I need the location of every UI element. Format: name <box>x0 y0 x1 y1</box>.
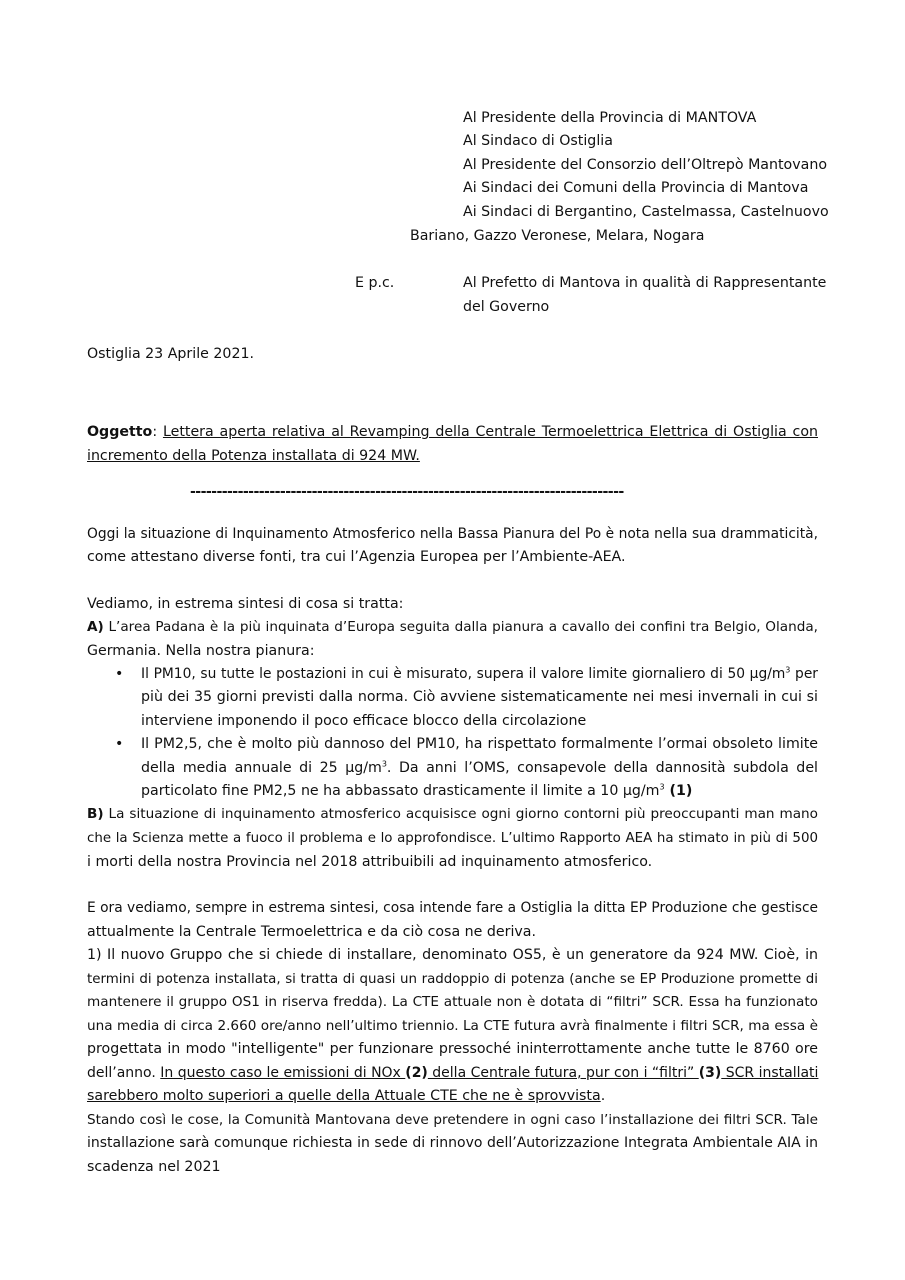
point1-line: termini di potenza installata, si tratta di quasi un raddoppio di potenza (anche se EP Produzione promette di <box>87 972 818 987</box>
separator-line: ---------------------------------------------------------------------------------- <box>190 484 624 500</box>
cc-line: Al Prefetto di Mantova in qualità di Rappresentante <box>463 275 827 291</box>
recipient-line: Ai Sindaci di Bergantino, Castelmassa, Castelnuovo <box>463 204 829 220</box>
cc-line: del Governo <box>463 299 550 315</box>
point1-line: mantenere il gruppo OS1 in riserva fredda). La CTE attuale non è dotata di “filtri” SCR. Essa ha funzionato <box>87 994 818 1010</box>
bullet-line: interviene imponendo il poco efficace blocco della circolazione <box>141 713 587 729</box>
section-b-label: B) <box>87 806 104 822</box>
recipient-line: Al Sindaco di Ostiglia <box>463 133 613 149</box>
footnote-ref: (1) <box>664 783 693 799</box>
section-a-label: A) <box>87 619 104 635</box>
bullet-line: Il PM2,5, che è molto più dannoso del PM10, ha rispettato formalmente l’ormai obsoleto limite <box>141 736 818 752</box>
section-b-line: i morti della nostra Provincia nel 2018 attribuibili ad inquinamento atmosferico. <box>87 854 653 870</box>
paragraph-line: come attestano diverse fonti, tra cui l’Agenzia Europea per l’Ambiente-AEA. <box>87 549 626 565</box>
closing-line: Stando così le cose, la Comunità Mantovana deve pretendere in ogni caso l’installazione dei filtri SCR. Tale <box>87 1112 818 1128</box>
subject-text: Lettera aperta relativa al Revamping della Centrale Termoelettrica Elettrica di Ostiglia con <box>162 424 818 440</box>
section-a-line: Germania. Nella nostra pianura: <box>87 643 315 659</box>
point1-line: sarebbero molto superiori a quelle della Attuale CTE che ne è sprovvista. <box>87 1088 606 1104</box>
recipient-line: Al Presidente della Provincia di MANTOVA <box>463 110 757 126</box>
bullet-line: particolato fine PM2,5 ne ha abbassato drasticamente il limite a 10 $\mu g/m^3$ (1) <box>141 782 693 799</box>
closing-line: scadenza nel 2021 <box>87 1159 221 1175</box>
section-b-line: B) La situazione di inquinamento atmosferico acquisisce ogni giorno contorni più preoccupanti man mano <box>87 806 818 822</box>
point1-line: 1) Il nuovo Gruppo che si chiede di installare, denominato OS5, è un generatore da 924 MW. Cioè, in <box>87 947 818 963</box>
paragraph-line: E ora vediamo, sempre in estrema sintesi, cosa intende fare a Ostiglia la ditta EP Produzione che gestisce <box>87 900 819 916</box>
footnote-ref: (3) <box>698 1065 722 1081</box>
bullet-marker: • <box>115 666 124 682</box>
footnote-ref: (2) <box>405 1065 428 1081</box>
subject-label: Oggetto <box>87 424 153 440</box>
subject-colon: : <box>152 424 163 440</box>
subject-line <box>87 445 420 469</box>
subject-text: incremento della Potenza installata di 924 MW. <box>87 448 420 464</box>
paragraph-line: attualmente la Centrale Termoelettrica e da ciò cosa ne deriva. <box>87 924 536 940</box>
point1-line: progettata in modo "intelligente" per funzionare pressoché ininterrottamente anche tutte le 8760 ore <box>87 1041 818 1057</box>
bullet-line: più dei 35 giorni previsti dalla norma. Ciò avviene sistematicamente nei mesi invernali in cui si <box>141 689 818 705</box>
section-b-line: che la Scienza mette a fuoco il problema e lo approfondisce. L’ultimo Rapporto AEA ha stimato in più di 500 <box>87 831 818 846</box>
recipient-line: Bariano, Gazzo Veronese, Melara, Nogara <box>410 228 705 244</box>
section-a-line: A) L’area Padana è la più inquinata d’Europa seguita dalla pianura a cavallo dei confini tra Belgio, Olanda, <box>87 619 818 635</box>
recipient-line: Ai Sindaci dei Comuni della Provincia di Mantova <box>463 180 809 196</box>
bullet-marker: • <box>115 736 124 752</box>
paragraph-line: Oggi la situazione di Inquinamento Atmosferico nella Bassa Pianura del Po è nota nella sua drammaticità, <box>87 526 818 542</box>
letter-date: Ostiglia 23 Aprile 2021. <box>87 346 255 362</box>
section-a-heading: Vediamo, in estrema sintesi di cosa si tratta: <box>87 596 404 612</box>
recipient-line: Al Presidente del Consorzio dell’Oltrepò Mantovano <box>463 157 827 173</box>
closing-line: installazione sarà comunque richiesta in sede di rinnovo dell’Autorizzazione Integrata Ambientale AIA in <box>87 1135 818 1151</box>
bullet-line: della media annuale di 25 $\mu g/m^3$. Da anni l’OMS, consapevole della dannosità subdola del <box>141 759 818 776</box>
bullet-line: Il PM10, su tutte le postazioni in cui è misurato, supera il valore limite giornaliero di 50 $\mu g/m^3$ per <box>141 665 818 682</box>
point1-line: dell’anno. In questo caso le emissioni di NOx (2) della Centrale futura, pur con i “filtri” (3) SCR installati <box>87 1065 819 1081</box>
cc-label: E p.c. <box>355 275 395 291</box>
subject-line <box>87 421 818 445</box>
point1-line: una media di circa 2.660 ore/anno nell’ultimo triennio. La CTE futura avrà finalmente i filtri SCR, ma essa è <box>87 1018 818 1034</box>
